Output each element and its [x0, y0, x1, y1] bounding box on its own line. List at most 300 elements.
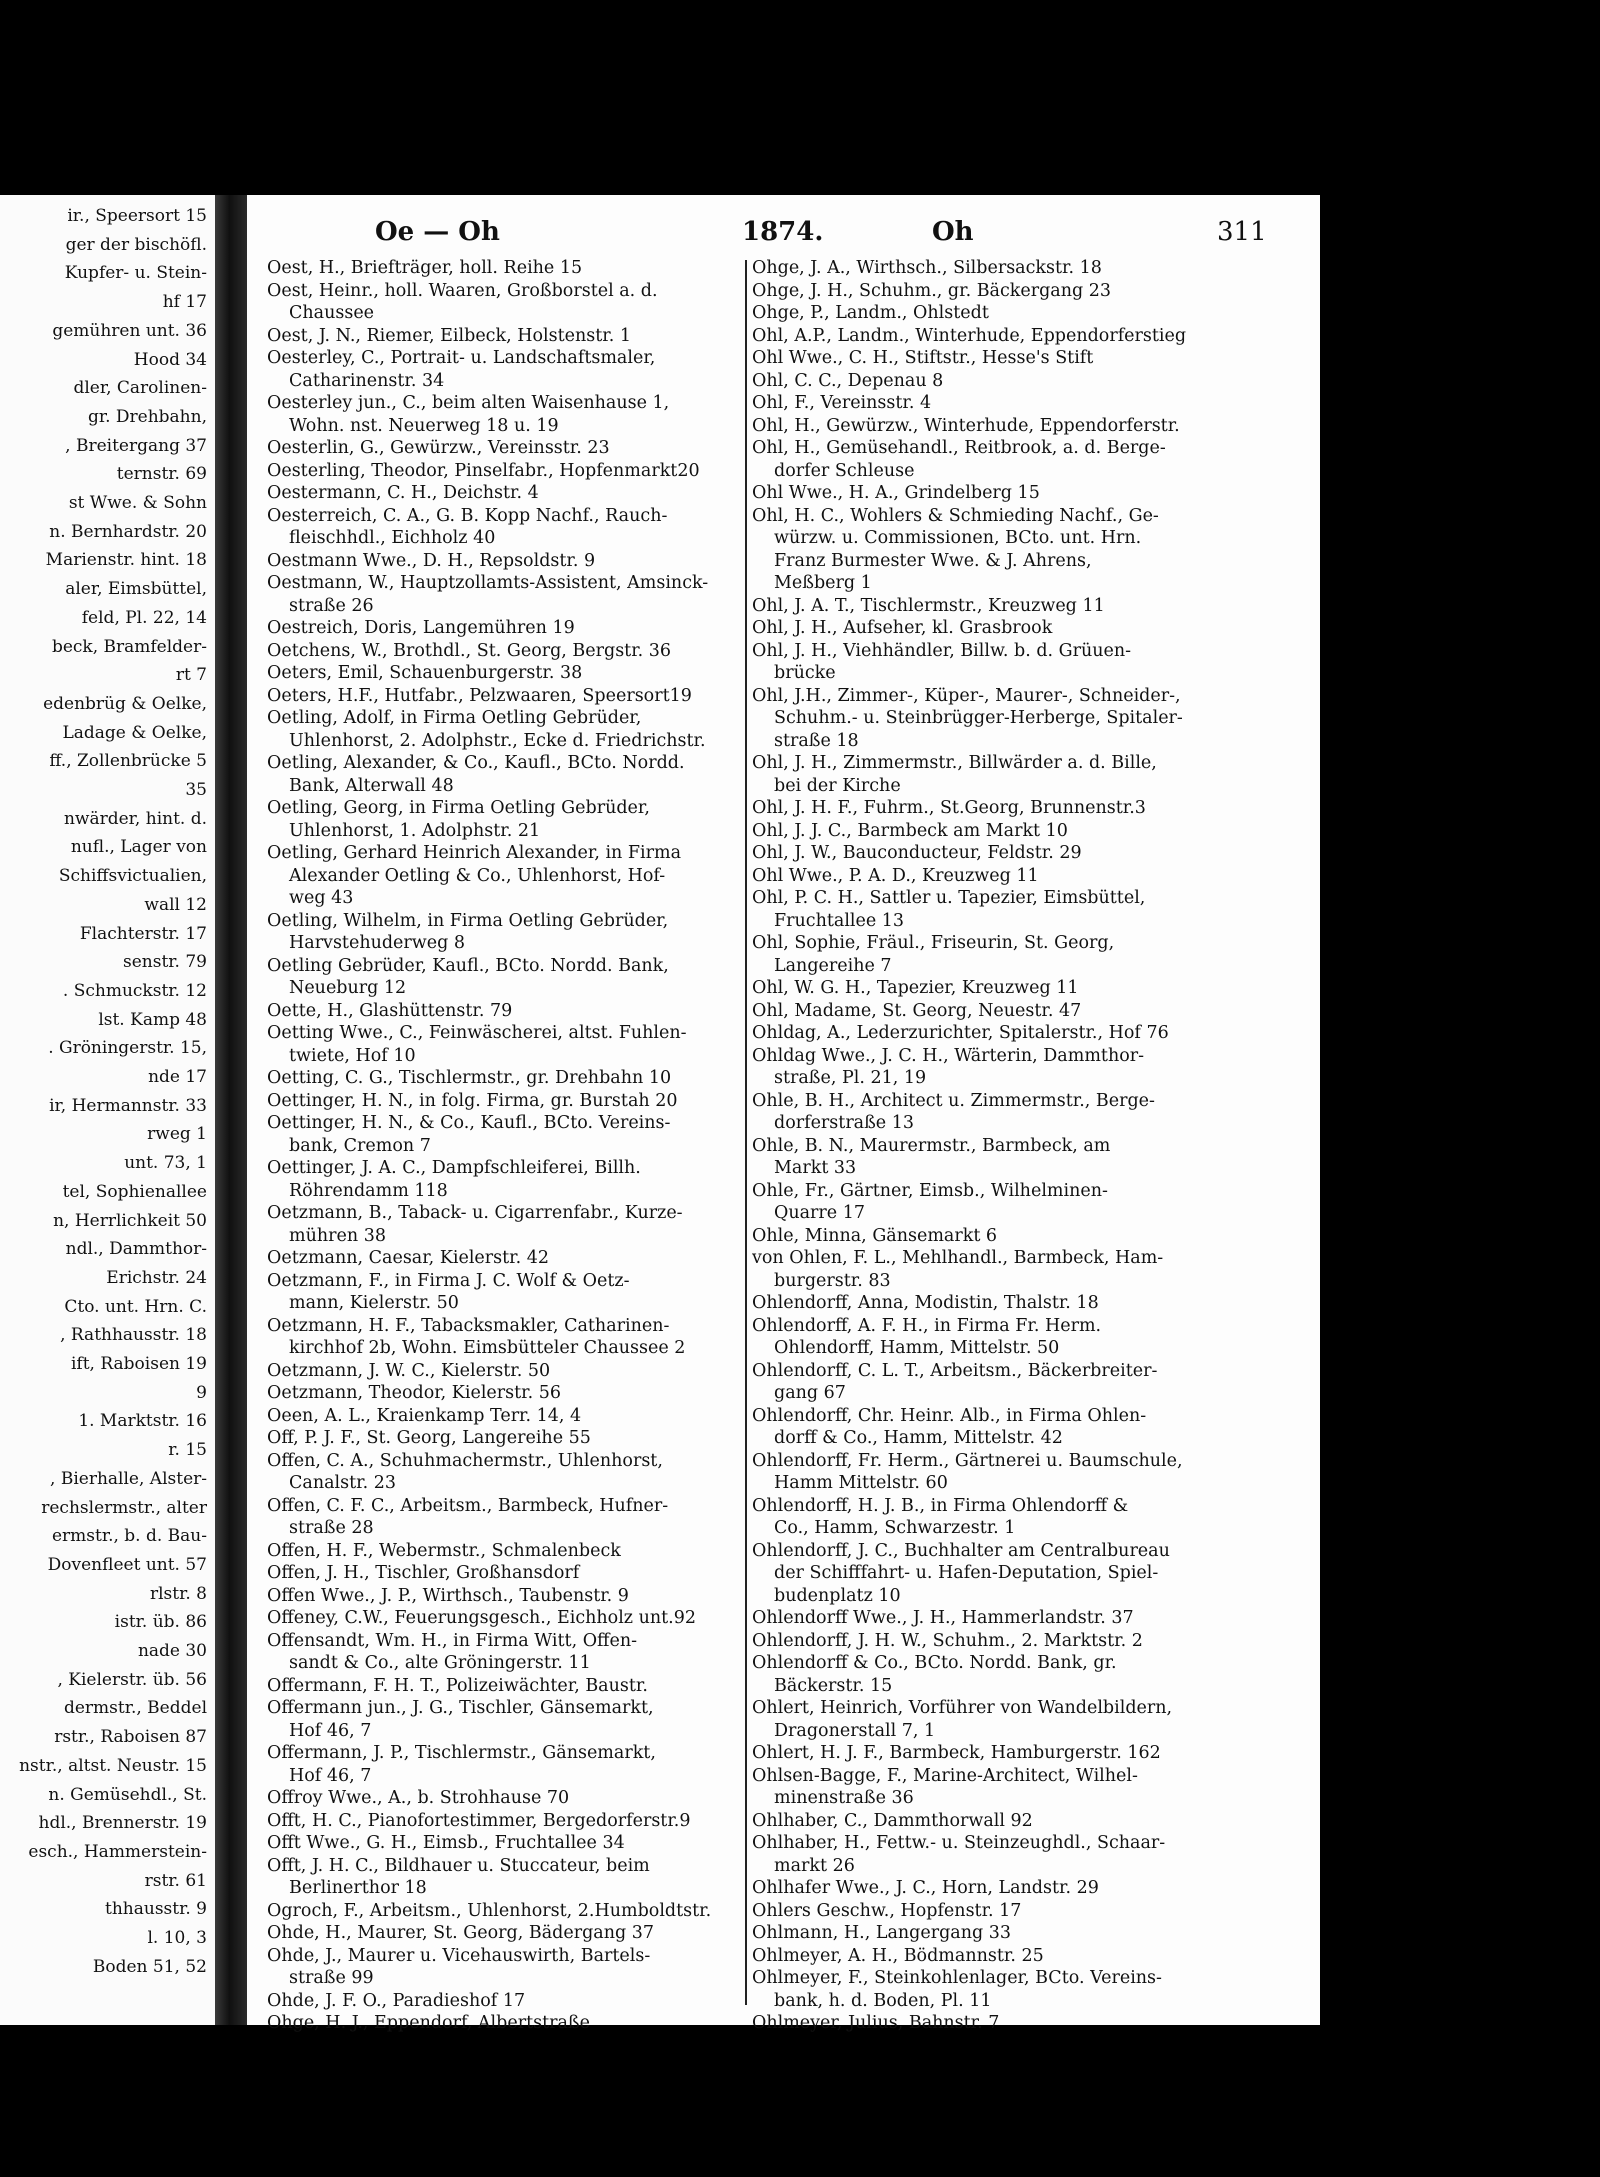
entry-line: Offt, J. H. C., Bildhauer u. Stuccateur, beim	[267, 1855, 650, 1876]
entry-continuation: Catharinenstr. 34	[289, 370, 445, 391]
left-page-line: Erichstr. 24	[106, 1267, 207, 1288]
entry-line: Oetling, Gerhard Heinrich Alexander, in Firma	[267, 843, 682, 863]
directory-entry	[267, 1990, 732, 2013]
left-page-line: ger der bischöfl.	[65, 234, 207, 255]
directory-entry	[267, 1540, 732, 1563]
entry-continuation: Co., Hamm, Schwarzestr. 1	[774, 1518, 1016, 1538]
directory-entry	[267, 752, 732, 797]
entry-line: Ohlhaber, C., Dammthorwall 92	[752, 1810, 1033, 1831]
left-page-line: lst. Kamp 48	[98, 1009, 207, 1030]
entry-line: Oesterley jun., C., beim alten Waisenhause 1,	[267, 393, 670, 413]
directory-entry	[267, 550, 732, 573]
entry-line: Oetzmann, J. W. C., Kielerstr. 50	[267, 1360, 551, 1381]
entry-continuation: straße 99	[289, 1968, 374, 1988]
entry-continuation: budenplatz 10	[774, 1585, 901, 1606]
directory-entry	[267, 505, 732, 550]
directory-entry	[752, 1630, 1217, 1653]
directory-entry	[752, 392, 1217, 415]
entry-line: Ohl, Sophie, Fräul., Friseurin, St. Georg,	[752, 933, 1115, 953]
left-page-line: beck, Bramfelder-	[51, 636, 207, 657]
entry-continuation: bei der Kirche	[774, 775, 901, 796]
entry-continuation: Uhlenhorst, 1. Adolphstr. 21	[289, 820, 541, 841]
entry-line: Offen, J. H., Tischler, Großhansdorf	[267, 1563, 580, 1583]
entry-line: Oettinger, H. N., in folg. Firma, gr. Burstah 20	[267, 1090, 678, 1111]
left-page-line: rechslermstr., alter	[41, 1497, 207, 1518]
entry-line: Ohl, J. A. T., Tischlermstr., Kreuzweg 11	[752, 595, 1105, 616]
directory-entry	[752, 437, 1217, 482]
header-range: Oe — Oh	[375, 217, 500, 247]
directory-entry	[267, 392, 732, 437]
entry-line: Ohldag Wwe., J. C. H., Wärterin, Dammthor-	[752, 1045, 1145, 1066]
entry-line: Ohl, J. H. F., Fuhrm., St.Georg, Brunnenstr.3	[752, 798, 1146, 818]
entry-line: Ohl, J. J. C., Barmbeck am Markt 10	[752, 820, 1068, 841]
directory-entry	[267, 1315, 732, 1360]
left-page-line: 9	[196, 1382, 207, 1403]
entry-line: Ohl, A.P., Landm., Winterhude, Eppendorferstieg	[752, 325, 1187, 346]
directory-entry	[267, 1270, 732, 1315]
entry-continuation: markt 26	[774, 1855, 855, 1876]
entry-continuation: bank, h. d. Boden, Pl. 11	[774, 1990, 992, 2011]
directory-entry	[267, 1787, 732, 1810]
directory-entry	[267, 910, 732, 955]
entry-line: Ohle, B. H., Architect u. Zimmermstr., Berge-	[752, 1090, 1155, 1111]
directory-entry	[267, 437, 732, 460]
directory-entry	[267, 1202, 732, 1247]
entry-line: Ohlendorff, A. F. H., in Firma Fr. Herm.	[752, 1315, 1102, 1336]
entry-line: Ohlendorff & Co., BCto. Nordd. Bank, gr.	[752, 1653, 1117, 1673]
entry-continuation: der Schifffahrt- u. Hafen-Deputation, Spiel-	[774, 1563, 1159, 1583]
directory-entry	[267, 707, 732, 752]
left-page-line: n. Gemüsehdl., St.	[48, 1784, 207, 1805]
left-page-line: ff., Zollenbrücke 5	[49, 751, 207, 772]
entry-continuation: dorferstraße 13	[774, 1113, 914, 1133]
directory-entry	[267, 1000, 732, 1023]
directory-entry	[267, 1157, 732, 1202]
entry-continuation: burgerstr. 83	[774, 1270, 891, 1291]
entry-continuation: dorfer Schleuse	[774, 460, 915, 481]
entry-line: Oetling, Georg, in Firma Oetling Gebrüder,	[267, 798, 650, 818]
left-page-line: esch., Hammerstein-	[28, 1841, 207, 1862]
entry-continuation: Fruchtallee 13	[774, 910, 905, 931]
entry-continuation: Hof 46, 7	[289, 1765, 372, 1786]
directory-entry	[267, 1900, 732, 1923]
entry-continuation: bank, Cremon 7	[289, 1135, 431, 1156]
entry-line: Oetling, Alexander, & Co., Kaufl., BCto. Nordd.	[267, 753, 685, 773]
directory-entry	[267, 1945, 732, 1990]
left-page-line: hdl., Brennerstr. 19	[38, 1813, 207, 1834]
left-page-line: ir, Hermannstr. 33	[49, 1095, 207, 1116]
entry-line: Oettinger, H. N., & Co., Kaufl., BCto. Vereins-	[267, 1113, 671, 1133]
directory-entry	[267, 1855, 732, 1900]
directory-entry	[752, 1877, 1217, 1900]
directory-entry	[267, 955, 732, 1000]
left-page-line: nwärder, hint. d.	[63, 808, 207, 829]
directory-entry	[752, 347, 1217, 370]
left-page-line: aler, Eimsbüttel,	[65, 579, 207, 600]
entry-line: Ohl, J. H., Zimmermstr., Billwärder a. d. Bille,	[752, 753, 1157, 773]
entry-line: Ohl, P. C. H., Sattler u. Tapezier, Eimsbüttel,	[752, 888, 1146, 908]
left-page-line: gr. Drehbahn,	[87, 406, 207, 427]
directory-entry	[752, 370, 1217, 393]
directory-entry	[752, 1292, 1217, 1315]
entry-line: Offermann, F. H. T., Polizeiwächter, Baustr.	[267, 1675, 648, 1696]
directory-entry	[267, 460, 732, 483]
entry-line: Ohge, H. J., Eppendorf, Albertstraße	[267, 2013, 590, 2033]
directory-entry	[267, 257, 732, 280]
entry-line: Ohde, J. F. O., Paradieshof 17	[267, 1990, 526, 2011]
entry-line: Offen, C. F. C., Arbeitsm., Barmbeck, Hufner-	[267, 1495, 669, 1516]
directory-entry	[752, 280, 1217, 303]
entry-line: Oestreich, Doris, Langemühren 19	[267, 618, 575, 638]
entry-line: Ohge, J. H., Schuhm., gr. Bäckergang 23	[752, 280, 1112, 301]
entry-continuation: Röhrendamm 118	[289, 1180, 448, 1201]
directory-entry	[752, 505, 1217, 595]
directory-entry	[752, 1450, 1217, 1495]
directory-entry	[267, 1090, 732, 1113]
directory-entry	[752, 1360, 1217, 1405]
left-page-line: . Gröningerstr. 15,	[48, 1038, 207, 1059]
entry-line: Ohl, J. H., Viehhändler, Billw. b. d. Grüuen-	[752, 640, 1132, 661]
entry-line: Ohl, C. C., Depenau 8	[752, 370, 944, 391]
left-page-line: . Schmuckstr. 12	[62, 980, 207, 1001]
entry-continuation: Bäckerstr. 15	[774, 1675, 893, 1696]
left-page-line: rweg 1	[147, 1124, 207, 1145]
directory-entry	[267, 842, 732, 910]
left-page-line: istr. üb. 86	[114, 1612, 207, 1633]
directory-entry	[752, 1090, 1217, 1135]
entry-line: Offeney, C.W., Feuerungsgesch., Eichholz unt.92	[267, 1608, 696, 1628]
directory-entry	[267, 640, 732, 663]
directory-entry	[752, 797, 1217, 820]
entry-line: Ohl, H. C., Wohlers & Schmieding Nachf., Ge-	[752, 505, 1159, 526]
entry-line: Oetling Gebrüder, Kaufl., BCto. Nordd. Bank,	[267, 955, 669, 976]
entry-continuation: minenstraße 36	[774, 1788, 914, 1808]
directory-entry	[752, 617, 1217, 640]
entry-line: Ohl, J.H., Zimmer-, Küper-, Maurer-, Schneider-,	[752, 685, 1181, 706]
entry-line: Offen, H. F., Webermstr., Schmalenbeck	[267, 1540, 621, 1561]
entry-continuation: Uhlenhorst, 2. Adolphstr., Ecke d. Friedrichstr.	[289, 730, 706, 751]
directory-entry	[267, 1810, 732, 1833]
entry-line: Oetling, Adolf, in Firma Oetling Gebrüder,	[267, 708, 642, 728]
entry-line: Offroy Wwe., A., b. Strohhause 70	[267, 1788, 570, 1808]
directory-entry	[267, 1742, 732, 1787]
entry-line: Oetzmann, Caesar, Kielerstr. 42	[267, 1248, 550, 1268]
directory-entry	[267, 662, 732, 685]
entry-continuation: dorff & Co., Hamm, Mittelstr. 42	[774, 1428, 1063, 1448]
left-page-line: Marienstr. hint. 18	[45, 550, 207, 571]
entry-continuation: straße 26	[289, 595, 374, 616]
header-letters: Oh	[932, 217, 974, 247]
directory-entry	[752, 865, 1217, 888]
entry-line: Oetzmann, Theodor, Kielerstr. 56	[267, 1383, 561, 1403]
entry-continuation: Hof 46, 7	[289, 1720, 372, 1741]
left-column	[267, 257, 732, 2035]
entry-line: Oest, J. N., Riemer, Eilbeck, Holstenstr. 1	[267, 325, 631, 346]
entry-line: Oettinger, J. A. C., Dampfschleiferei, Billh.	[267, 1158, 641, 1178]
left-page-line: tel, Sophienallee	[62, 1181, 207, 1202]
directory-entry	[752, 1967, 1217, 2012]
left-page-line: ternstr. 69	[116, 464, 207, 485]
entry-continuation: Meßberg 1	[774, 573, 872, 593]
directory-entry	[752, 842, 1217, 865]
entry-line: Oesterling, Theodor, Pinselfabr., Hopfenmarkt20	[267, 460, 700, 481]
left-page-line: nstr., altst. Neustr. 15	[19, 1755, 207, 1776]
left-page-line: 35	[185, 780, 207, 800]
directory-entry	[752, 1045, 1217, 1090]
entry-continuation: Chaussee	[289, 303, 375, 323]
entry-line: Ohde, H., Maurer, St. Georg, Bädergang 37	[267, 1923, 655, 1943]
directory-entry	[752, 415, 1217, 438]
left-page-fragment	[0, 195, 215, 2025]
left-page-line: senstr. 79	[123, 952, 207, 973]
entry-continuation: straße 18	[774, 730, 859, 751]
directory-entry	[752, 2012, 1217, 2035]
left-page-line: n. Bernhardstr. 20	[49, 521, 207, 542]
entry-line: Ohl, H., Gewürzw., Winterhude, Eppendorferstr.	[752, 415, 1180, 436]
entry-line: Ohge, J. A., Wirthsch., Silbersackstr. 18	[752, 258, 1102, 278]
entry-continuation: kirchhof 2b, Wohn. Eimsbütteler Chaussee 2	[289, 1338, 686, 1358]
directory-entry	[752, 1900, 1217, 1923]
entry-line: Oeen, A. L., Kraienkamp Terr. 14, 4	[267, 1405, 582, 1426]
left-page-line: Schiffsvictualien,	[58, 866, 207, 887]
left-page-line: ift, Raboisen 19	[70, 1354, 207, 1374]
entry-line: Ohl, W. G. H., Tapezier, Kreuzweg 11	[752, 978, 1079, 998]
entry-continuation: Langereihe 7	[774, 955, 892, 976]
left-page-line: nufl., Lager von	[70, 837, 207, 858]
left-page-line: r. 15	[168, 1440, 207, 1461]
left-page-line: l. 10, 3	[147, 1928, 207, 1948]
directory-entry	[267, 617, 732, 640]
background-edge	[1320, 195, 1600, 2025]
left-page-line: feld, Pl. 22, 14	[81, 607, 207, 628]
left-page-line: , Breitergang 37	[65, 435, 207, 456]
directory-entry	[752, 1765, 1217, 1810]
entry-line: Ohl, H., Gemüsehandl., Reitbrook, a. d. Berge-	[752, 438, 1166, 458]
entry-line: Oestmann, W., Hauptzollamts-Assistent, Amsinck-	[267, 573, 709, 593]
entry-continuation: Berlinerthor 18	[289, 1878, 427, 1898]
entry-line: Offt Wwe., G. H., Eimsb., Fruchtallee 34	[267, 1833, 625, 1853]
entry-line: Ohle, B. N., Maurermstr., Barmbeck, am	[752, 1135, 1111, 1156]
directory-entry	[752, 1540, 1217, 1608]
entry-line: Ohlendorff Wwe., J. H., Hammerlandstr. 37	[752, 1608, 1134, 1628]
directory-entry	[752, 595, 1217, 618]
entry-line: Ohl Wwe., C. H., Stiftstr., Hesse's Stift	[752, 348, 1094, 368]
directory-entry	[752, 1922, 1217, 1945]
page-header	[247, 217, 1320, 257]
left-page-line: Hood 34	[133, 349, 207, 370]
entry-continuation: Harvstehuderweg 8	[289, 933, 466, 953]
directory-entry	[752, 1810, 1217, 1833]
directory-entry	[267, 1697, 732, 1742]
entry-line: Ohl, J. W., Bauconducteur, Feldstr. 29	[752, 843, 1082, 863]
entry-line: Ohle, Fr., Gärtner, Eimsb., Wilhelminen-	[752, 1180, 1108, 1201]
directory-entry	[267, 572, 732, 617]
entry-continuation: Bank, Alterwall 48	[289, 775, 454, 796]
directory-entry	[267, 1450, 732, 1495]
entry-continuation: mühren 38	[289, 1225, 386, 1246]
page-number: 311	[1217, 217, 1267, 247]
directory-entry	[267, 347, 732, 392]
entry-line: Ohlendorff, Anna, Modistin, Thalstr. 18	[752, 1293, 1099, 1313]
entry-line: von Ohlen, F. L., Mehlhandl., Barmbeck, Ham-	[752, 1248, 1164, 1268]
directory-entry	[267, 797, 732, 842]
entry-continuation: Ohlendorff, Hamm, Mittelstr. 50	[774, 1338, 1060, 1358]
entry-continuation: Markt 33	[774, 1158, 857, 1178]
directory-entry	[752, 1135, 1217, 1180]
left-page-line: unt. 73, 1	[124, 1153, 207, 1174]
directory-entry	[267, 685, 732, 708]
directory-entry	[267, 1630, 732, 1675]
directory-entry	[267, 1675, 732, 1698]
entry-line: Oeters, Emil, Schauenburgerstr. 38	[267, 663, 583, 683]
entry-continuation: Franz Burmester Wwe. & J. Ahrens,	[774, 550, 1092, 571]
left-page-line: Ladage & Oelke,	[62, 722, 207, 743]
entry-line: Off, P. J. F., St. Georg, Langereihe 55	[267, 1428, 591, 1448]
directory-entry	[752, 1832, 1217, 1877]
entry-line: Oestmann Wwe., D. H., Repsoldstr. 9	[267, 550, 596, 571]
entry-line: Oetling, Wilhelm, in Firma Oetling Gebrüder,	[267, 910, 669, 931]
entry-line: Oetchens, W., Brothdl., St. Georg, Bergstr. 36	[267, 640, 672, 661]
directory-entry	[752, 932, 1217, 977]
directory-entry	[267, 1832, 732, 1855]
directory-entry	[267, 1022, 732, 1067]
entry-line: Ohde, J., Maurer u. Vicehauswirth, Bartels-	[267, 1945, 651, 1966]
entry-line: Ohlmeyer, F., Steinkohlenlager, BCto. Vereins-	[752, 1968, 1162, 1988]
entry-line: Ohlendorff, C. L. T., Arbeitsm., Bäckerbreiter-	[752, 1360, 1158, 1381]
left-page-line: , Bierhalle, Alster-	[50, 1468, 207, 1489]
entry-continuation: Alexander Oetling & Co., Uhlenhorst, Hof-	[289, 865, 666, 886]
directory-entry	[752, 887, 1217, 932]
directory-entry	[267, 1585, 732, 1608]
left-page-line: nde 17	[148, 1067, 207, 1087]
directory-entry	[752, 1945, 1217, 1968]
left-page-line: n, Herrlichkeit 50	[53, 1210, 207, 1231]
left-page-line: hf 17	[162, 292, 207, 313]
directory-entry	[752, 640, 1217, 685]
entry-line: Oetting Wwe., C., Feinwäscherei, altst. Fuhlen-	[267, 1023, 687, 1043]
left-page-line: rstr., Raboisen 87	[54, 1727, 207, 1748]
entry-line: Oesterley, C., Portrait- u. Landschaftsmaler,	[267, 348, 656, 368]
entry-line: Ohlmeyer, A. H., Bödmannstr. 25	[752, 1945, 1044, 1966]
directory-entry	[752, 1247, 1217, 1292]
left-page-line: Boden 51, 52	[92, 1956, 207, 1977]
directory-entry	[752, 1742, 1217, 1765]
directory-entry	[267, 1067, 732, 1090]
entry-line: Ohlert, H. J. F., Barmbeck, Hamburgerstr. 162	[752, 1743, 1161, 1763]
left-page-line: thhausstr. 9	[105, 1899, 207, 1920]
left-page-line: rstr. 61	[144, 1870, 207, 1891]
right-column	[752, 257, 1217, 2035]
entry-continuation: weg 43	[289, 888, 354, 908]
entry-line: Ohlendorff, J. C., Buchhalter am Centralbureau	[752, 1540, 1170, 1561]
entry-line: Ohlert, Heinrich, Vorführer von Wandelbildern,	[752, 1698, 1173, 1718]
entry-continuation: fleischhdl., Eichholz 40	[289, 528, 496, 548]
directory-entry	[752, 1697, 1217, 1742]
entry-line: Offt, H. C., Pianofortestimmer, Bergedorferstr.9	[267, 1810, 691, 1831]
directory-entry	[267, 325, 732, 348]
directory-entry	[267, 280, 732, 325]
directory-entry	[267, 1382, 732, 1405]
entry-line: Ohldag, A., Lederzurichter, Spitalerstr., Hof 76	[752, 1023, 1169, 1043]
left-page-line: wall 12	[144, 894, 207, 915]
entry-line: Oest, H., Briefträger, holl. Reihe 15	[267, 258, 583, 278]
left-page-line: ndl., Dammthor-	[65, 1239, 207, 1260]
directory-entry	[267, 1607, 732, 1630]
column-divider	[745, 260, 747, 2005]
left-page-line: edenbrüg & Oelke,	[43, 693, 207, 714]
directory-entry	[752, 482, 1217, 505]
entry-line: Oetzmann, F., in Firma J. C. Wolf & Oetz-	[267, 1270, 630, 1291]
entry-continuation: mann, Kielerstr. 50	[289, 1293, 459, 1313]
entry-line: Offermann jun., J. G., Tischler, Gänsemarkt,	[267, 1698, 654, 1718]
left-page-line: ir., Speersort 15	[67, 206, 207, 226]
entry-continuation: Hamm Mittelstr. 60	[774, 1473, 948, 1493]
directory-entry	[752, 1180, 1217, 1225]
entry-line: Oeters, H.F., Hutfabr., Pelzwaaren, Speersort19	[267, 685, 692, 706]
directory-entry	[752, 302, 1217, 325]
entry-line: Ohl Wwe., H. A., Grindelberg 15	[752, 483, 1040, 503]
left-page-line: 1. Marktstr. 16	[78, 1411, 207, 1432]
entry-continuation: straße, Pl. 21, 19	[774, 1068, 927, 1088]
entry-continuation: Dragonerstall 7, 1	[774, 1720, 936, 1741]
entry-continuation: Schuhm.- u. Steinbrügger-Herberge, Spitaler-	[774, 708, 1183, 728]
entry-line: Oetting, C. G., Tischlermstr., gr. Drehbahn 10	[267, 1068, 672, 1088]
entry-line: Ohlendorff, Fr. Herm., Gärtnerei u. Baumschule,	[752, 1450, 1183, 1471]
entry-continuation: straße 28	[289, 1518, 374, 1538]
directory-entry	[752, 977, 1217, 1000]
entry-line: Oesterlin, G., Gewürzw., Vereinsstr. 23	[267, 438, 610, 458]
entry-line: Ohlmeyer, Julius, Bahnstr. 7	[752, 2013, 1000, 2033]
entry-line: Oette, H., Glashüttenstr. 79	[267, 1000, 513, 1021]
left-page-line: Dovenfleet unt. 57	[47, 1554, 207, 1575]
left-page-line: gemühren unt. 36	[52, 320, 207, 341]
entry-line: Oesterreich, C. A., G. B. Kopp Nachf., Rauch-	[267, 505, 668, 526]
entry-line: Offensandt, Wm. H., in Firma Witt, Offen-	[267, 1630, 638, 1651]
directory-entry	[267, 1112, 732, 1157]
entry-line: Oetzmann, H. F., Tabacksmakler, Catharinen-	[267, 1315, 670, 1336]
directory-entry	[267, 1495, 732, 1540]
directory-entry	[752, 1022, 1217, 1045]
entry-continuation: sandt & Co., alte Gröningerstr. 11	[289, 1653, 591, 1673]
entry-line: Ohlmann, H., Langergang 33	[752, 1923, 1012, 1943]
directory-entry	[267, 482, 732, 505]
directory-entry	[267, 1562, 732, 1585]
entry-continuation: Neueburg 12	[289, 978, 407, 998]
left-page-line: , Kielerstr. üb. 56	[57, 1669, 207, 1690]
header-year: 1874.	[742, 217, 824, 247]
directory-entry	[752, 1607, 1217, 1630]
entry-continuation: gang 67	[774, 1383, 846, 1403]
directory-entry	[267, 1427, 732, 1450]
entry-line: Ohlers Geschw., Hopfenstr. 17	[752, 1900, 1022, 1921]
entry-line: Oest, Heinr., holl. Waaren, Großborstel a. d.	[267, 280, 658, 301]
left-page-line: dler, Carolinen-	[73, 378, 207, 399]
left-page-line: ermstr., b. d. Bau-	[51, 1526, 207, 1547]
entry-line: Ohlhaber, H., Fettw.- u. Steinzeughdl., Schaar-	[752, 1833, 1166, 1853]
directory-entry	[267, 1247, 732, 1270]
directory-entry	[752, 1405, 1217, 1450]
directory-entry	[752, 685, 1217, 753]
entry-continuation: brücke	[774, 663, 836, 683]
entry-line: Ohlendorff, J. H. W., Schuhm., 2. Marktstr. 2	[752, 1630, 1143, 1651]
entry-line: Ohl, F., Vereinsstr. 4	[752, 393, 932, 413]
left-page-line: Cto. unt. Hrn. C.	[64, 1296, 207, 1317]
entry-line: Ohlendorff, Chr. Heinr. Alb., in Firma Ohlen-	[752, 1405, 1147, 1426]
left-page-line: dermstr., Beddel	[63, 1698, 207, 1719]
directory-entry	[752, 752, 1217, 797]
entry-continuation: würzw. u. Commissionen, BCto. unt. Hrn.	[774, 528, 1142, 548]
directory-entry	[752, 820, 1217, 843]
